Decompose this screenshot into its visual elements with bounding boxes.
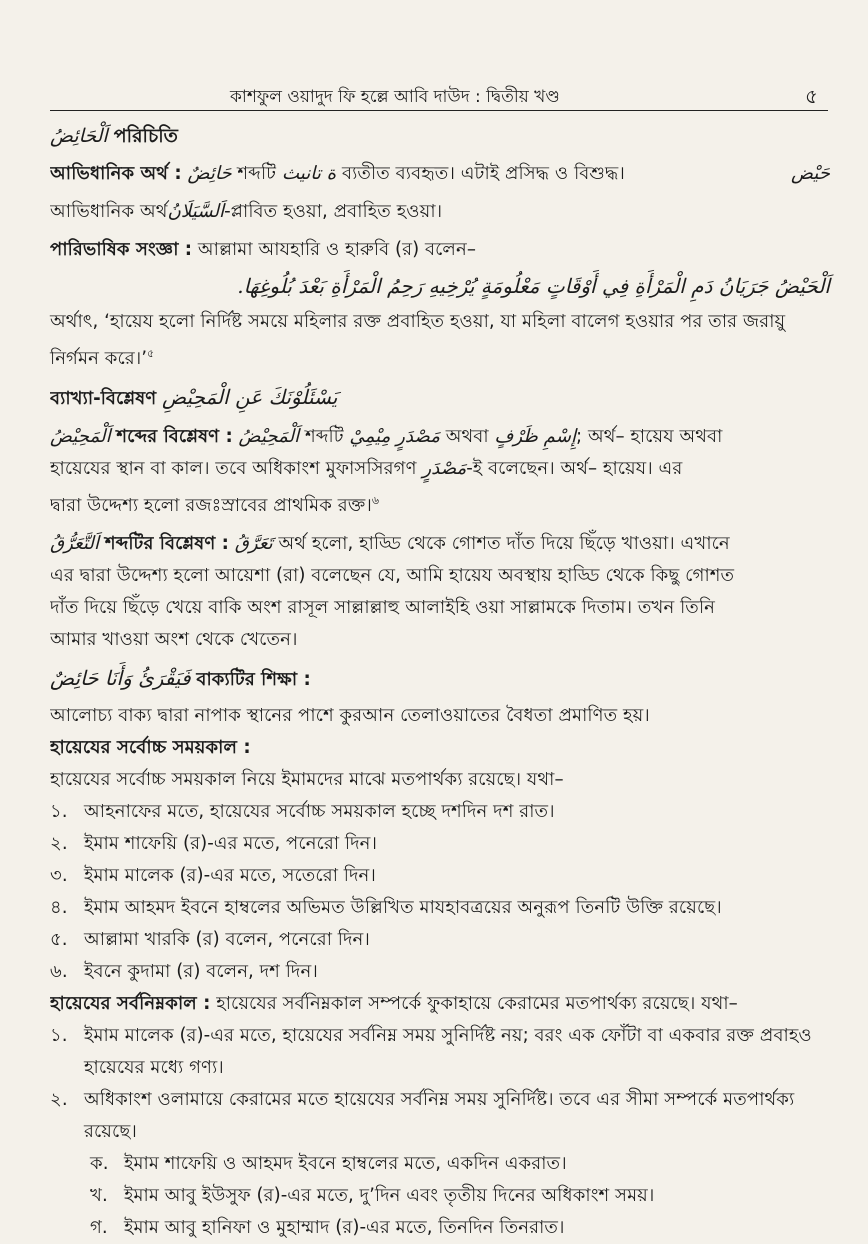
lexical-paragraph — [50, 158, 830, 190]
lesson-label: বাক্যটির শিক্ষা : — [196, 669, 311, 691]
list-item — [50, 1180, 830, 1212]
list-item-text: ইবনে কুদামা (র) বলেন, দশ দিন। — [84, 961, 318, 983]
min-period-label: হায়েযের সর্বনিম্নকাল : — [50, 993, 211, 1015]
footnote-marker: ৬ — [371, 494, 380, 508]
analysis-heading — [50, 381, 830, 415]
lesson-heading — [50, 662, 830, 696]
book-title: কাশফুল ওয়াদুদ ফি হল্লে আবি দাউদ : দ্বিতীয় খণ্ড — [230, 87, 560, 107]
arabic-phrase: فَيَقْرَئُ وَأَنَا حَائِضٌ — [50, 666, 191, 691]
list-item-number: ২. — [50, 833, 68, 855]
text: অর্থাৎ, ‘হায়েয হলো নির্দিষ্ট সময়ে মহিলার রক্ত প্রবাহিত হওয়া, যা মহিলা বালেগ হওয়ার পর তার জরায়ু নির্গমন করে।’ — [50, 311, 786, 370]
mahid-paragraph — [50, 421, 830, 522]
list-item-text: ইমাম আবু হানিফা ও মুহাম্মাদ (র)-এর মতে, তিনদিন তিনরাত। — [124, 1217, 565, 1239]
taarraq-line-1 — [50, 528, 830, 560]
section-intro-heading — [50, 120, 830, 152]
list-item-number: ৬. — [50, 961, 68, 983]
list-item — [50, 1020, 830, 1084]
mahid-line-1 — [50, 421, 830, 453]
list-item-number: ২. — [50, 1089, 68, 1111]
list-item — [50, 892, 830, 924]
arabic-ism: إِسْمِ ظَرْفٍ — [494, 426, 577, 448]
text: শব্দটি — [237, 163, 277, 184]
arabic-masdar: مَصْدَرٍ مِيْمِيْ — [349, 426, 440, 448]
min-period-paragraph — [50, 988, 830, 1020]
list-item-number: ১. — [50, 801, 68, 823]
list-item — [50, 796, 830, 828]
text: দ্বারা উদ্দেশ্য হলো রজঃস্রাবের প্রাথমিক রক্ত। — [50, 495, 372, 517]
arabic-word: اَلسَّيَلَانُ — [167, 201, 225, 222]
list-item-text: আল্লামা খারকি (র) বলেন, পনেরো দিন। — [84, 929, 370, 951]
lesson-text: আলোচ্য বাক্য দ্বারা নাপাক স্থানের পাশে কুরআন তেলাওয়াতের বৈধতা প্রমাণিত হয়। — [50, 705, 650, 727]
list-item-text: ইমাম আহমদ ইবনে হাম্বলের অভিমত উল্লিখিত মাযহাবত্রয়ের অনুরূপ তিনটি উক্তি রয়েছে। — [84, 897, 722, 919]
min-period-intro: হায়েযের সর্বনিম্নকাল সম্পর্কে ফুকাহায়ে কেরামের মতপার্থক্য রয়েছে। যথা– — [216, 993, 738, 1015]
running-header — [50, 80, 828, 111]
page-content — [50, 120, 830, 1244]
taarraq-label: শব্দটির বিশ্লেষণ : — [104, 533, 229, 555]
text: আল্লামা আযহারি ও হারুবি (র) বলেন– — [197, 239, 476, 260]
list-item-text: ইমাম মালেক (র)-এর মতে, হায়েযের সর্বনিম্ন সময় সুনির্দিষ্ট নয়; বরং এক ফোঁটা বা একবার রক্ত প্রবাহও হায়েযের মধ্যে গণ্য। — [84, 1025, 812, 1079]
list-item — [50, 1084, 830, 1148]
list-item-text: ইমাম আবু ইউসুফ (র)-এর মতে, দু’দিন এবং তৃতীয় দিনের অধিকাংশ সময়। — [124, 1185, 655, 1207]
list-item — [50, 1212, 830, 1244]
arabic-end: حَيْض — [790, 163, 830, 184]
list-item — [50, 956, 830, 988]
list-item-number: ৫. — [50, 929, 68, 951]
arabic-word: تَعَرَّقُ — [234, 533, 273, 555]
arabic-definition-quote: اَلْحَيْضُ جَرَيَانُ دَمِ الْمَرْأَةِ فِي أَوْقَاتٍ مَعْلُومَةٍ يُرْخِيهِ رَحِمُ الْمَرْأَةِ بَعْدَ بُلُوغِهَا. — [237, 274, 830, 298]
text: -প্লাবিত হওয়া, প্রবাহিত হওয়া। — [224, 201, 443, 222]
text: হায়েযের স্থান বা কাল। তবে অধিকাংশ মুফাসসিরগণ — [50, 458, 417, 480]
lexical-label: আভিধানিক অর্থ : — [50, 163, 182, 184]
list-item-number: ৩. — [50, 865, 68, 887]
footnote-marker: ৫ — [147, 347, 155, 360]
arabic-taa: ة تانيث — [281, 163, 337, 184]
list-item-text: অধিকাংশ ওলামায়ে কেরামের মতে হায়েযের সর্বনিম্ন সময় সুনির্দিষ্ট। তবে এর সীমা সম্পর্কে মতপার্থক্য রয়েছে। — [84, 1089, 795, 1143]
text: অথবা — [445, 426, 489, 448]
text: ; অর্থ– হায়েয অথবা — [576, 426, 723, 448]
text: ব্যতীত ব্যবহৃত। এটাই প্রসিদ্ধ ও বিশুদ্ধ। — [342, 163, 625, 184]
list-item-text: আহনাফের মতে, হায়েযের সর্বোচ্চ সময়কাল হচ্ছে দশদিন দশ রাত। — [84, 801, 555, 823]
min-period-list — [50, 1020, 830, 1148]
arabic-word: حَائِضٌ — [187, 163, 232, 184]
mahid-label: শব্দের বিশ্লেষণ : — [116, 426, 233, 448]
list-item-number: ৪. — [50, 897, 68, 919]
list-item-number: গ. — [90, 1217, 108, 1239]
lexical-meaning-paragraph — [50, 196, 830, 228]
mahid-line-2 — [50, 453, 830, 485]
arabic-head: اَلْمَحِيْضُ — [50, 426, 111, 448]
list-item — [50, 1148, 830, 1180]
arabic-word: اَلْمَحِيْضُ — [238, 426, 300, 448]
max-period-intro: হায়েযের সর্বোচ্চ সময়কাল নিয়ে ইমামদের মাঝে মতপার্থক্য রয়েছে। যথা– — [50, 769, 564, 791]
list-item-number: ক. — [90, 1153, 109, 1175]
list-item — [50, 924, 830, 956]
list-item-text: ইমাম শাফেয়ি ও আহমদ ইবনে হাম্বলের মতে, একদিন একরাত। — [124, 1153, 567, 1175]
analysis-label: ব্যাখ্যা-বিশ্লেষণ — [50, 388, 157, 410]
taarraq-line-2: এর দ্বারা উদ্দেশ্য হলো আয়েশা (রা) বলেছেন যে, আমি হায়েয অবস্থায় হাড্ডি থেকে কিছু গোশত — [50, 565, 735, 587]
list-item — [50, 828, 830, 860]
arabic-term: اَلْحَائِضُ — [50, 125, 108, 147]
list-item-text: ইমাম মালেক (র)-এর মতে, সতেরো দিন। — [84, 865, 376, 887]
page-number: ৫ — [805, 84, 818, 108]
meaning-paragraph — [50, 306, 830, 375]
text: অর্থ হলো, হাড্ডি থেকে গোশত দাঁত দিয়ে ছিঁড়ে খাওয়া। এখানে — [278, 533, 730, 555]
intro-heading-text: পরিচিতি — [113, 125, 178, 147]
max-period-label: হায়েযের সর্বোচ্চ সময়কাল : — [50, 737, 251, 759]
mahid-line-3 — [50, 485, 830, 522]
taarraq-line-4: আমার খাওয়া অংশ থেকে খেতেন। — [50, 629, 298, 651]
list-item — [50, 860, 830, 892]
min-period-sub-list — [50, 1148, 830, 1244]
list-item-number: খ. — [90, 1185, 108, 1207]
list-item-number: ১. — [50, 1025, 68, 1047]
technical-paragraph — [50, 234, 830, 266]
taarraq-paragraph — [50, 528, 830, 656]
taarraq-line-3: দাঁত দিয়ে ছিঁড়ে খেয়ে বাকি অংশ রাসূল সাল্লাল্লাহু আলাইহি ওয়া সাল্লামকে দিতাম। তখন তিনি — [50, 597, 716, 619]
arabic-head: اَلتَّعَرُّقُ — [50, 533, 100, 555]
lexical-meaning-label: আভিধানিক অর্থ — [50, 201, 168, 222]
arabic-verse: يَسْئَلُوْنَكَ عَنِ الْمَحِيْضِ — [162, 385, 338, 410]
text: -ই বলেছেন। অর্থ– হায়েয। এর — [466, 458, 683, 480]
max-period-list — [50, 796, 830, 988]
text: শব্দটি — [304, 426, 344, 448]
arabic-masdar: مَصْدَرٍ — [422, 458, 467, 480]
technical-label: পারিভাষিক সংজ্ঞা : — [50, 239, 193, 260]
list-item-text: ইমাম শাফেয়ি (র)-এর মতে, পনেরো দিন। — [84, 833, 378, 855]
